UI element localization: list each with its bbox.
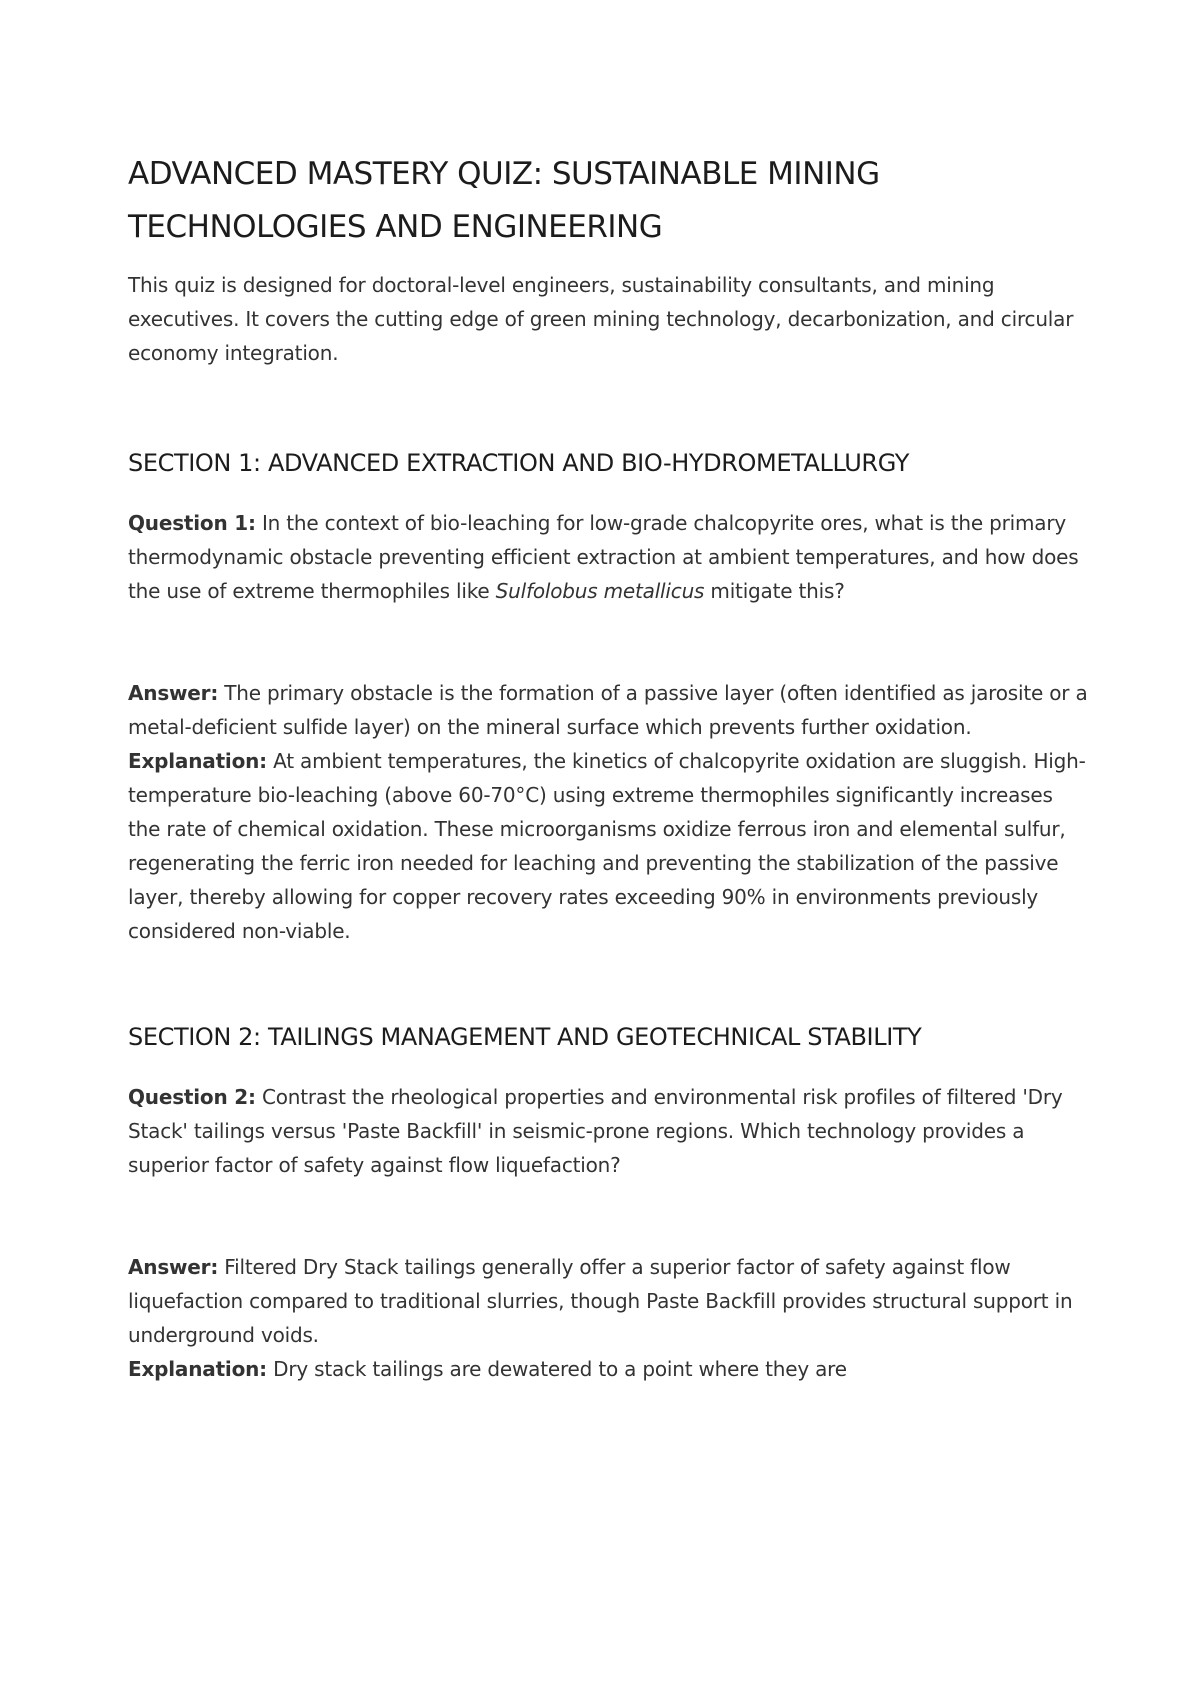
question-text-end: mitigate this? bbox=[704, 579, 845, 603]
question-species-name: Sulfolobus metallicus bbox=[495, 579, 705, 603]
explanation-text: Dry stack tailings are dewatered to a point where they are bbox=[266, 1357, 847, 1381]
answer-label: Answer: bbox=[128, 681, 219, 705]
question-label: Question 1: bbox=[128, 511, 256, 535]
answer-block-1 bbox=[128, 676, 1088, 948]
section-2 bbox=[128, 1020, 1088, 1386]
question-2 bbox=[128, 1080, 1088, 1182]
explanation-text: At ambient temperatures, the kinetics of chalcopyrite oxidation are sluggish. High-temperature bio-leaching (above 60-70°C) using extreme thermophiles significantly increases the rate of chemical oxidation. These microorganisms oxidize ferrous iron and elemental sulfur, regenerating the ferric iron needed for leaching and preventing the stabilization of the passive layer, thereby allowing for copper recovery rates exceeding 90% in environments previously considered non-viable. bbox=[128, 749, 1086, 943]
explanation-2 bbox=[128, 1352, 1088, 1386]
answer-2 bbox=[128, 1250, 1088, 1352]
question-label: Question 2: bbox=[128, 1085, 256, 1109]
page-title: ADVANCED MASTERY QUIZ: SUSTAINABLE MINING TECHNOLOGIES AND ENGINEERING bbox=[128, 156, 880, 245]
question-text: Contrast the rheological properties and environmental risk profiles of filtered 'Dry Stack' tailings versus 'Paste Backfill' in seismic-prone regions. Which technology provides a superior factor of safety against flow liquefaction? bbox=[128, 1085, 1063, 1177]
section-1 bbox=[128, 446, 1088, 948]
explanation-1 bbox=[128, 744, 1088, 948]
answer-label: Answer: bbox=[128, 1255, 219, 1279]
answer-1 bbox=[128, 676, 1088, 744]
question-1 bbox=[128, 506, 1088, 608]
section-heading: SECTION 1: ADVANCED EXTRACTION AND BIO-HYDROMETALLURGY bbox=[128, 449, 909, 477]
answer-text: Filtered Dry Stack tailings generally offer a superior factor of safety against flow liquefaction compared to traditional slurries, though Paste Backfill provides structural support in underground voids. bbox=[128, 1255, 1073, 1347]
answer-text: The primary obstacle is the formation of a passive layer (often identified as jarosite or a metal-deficient sulfide layer) on the mineral surface which prevents further oxidation. bbox=[128, 681, 1088, 739]
intro-paragraph: This quiz is designed for doctoral-level engineers, sustainability consultants, and mining executives. It covers the cutting edge of green mining technology, decarbonization, and circular economy integration. bbox=[128, 273, 1074, 365]
question-text: In the context of bio-leaching for low-grade chalcopyrite ores, what is the primary thermodynamic obstacle preventing efficient extraction at ambient temperatures, and how does the use of extreme thermophiles like bbox=[128, 511, 1079, 603]
explanation-label: Explanation: bbox=[128, 749, 267, 773]
document-page bbox=[128, 148, 1088, 1386]
explanation-label: Explanation: bbox=[128, 1357, 267, 1381]
section-heading: SECTION 2: TAILINGS MANAGEMENT AND GEOTECHNICAL STABILITY bbox=[128, 1023, 922, 1051]
answer-block-2 bbox=[128, 1250, 1088, 1386]
